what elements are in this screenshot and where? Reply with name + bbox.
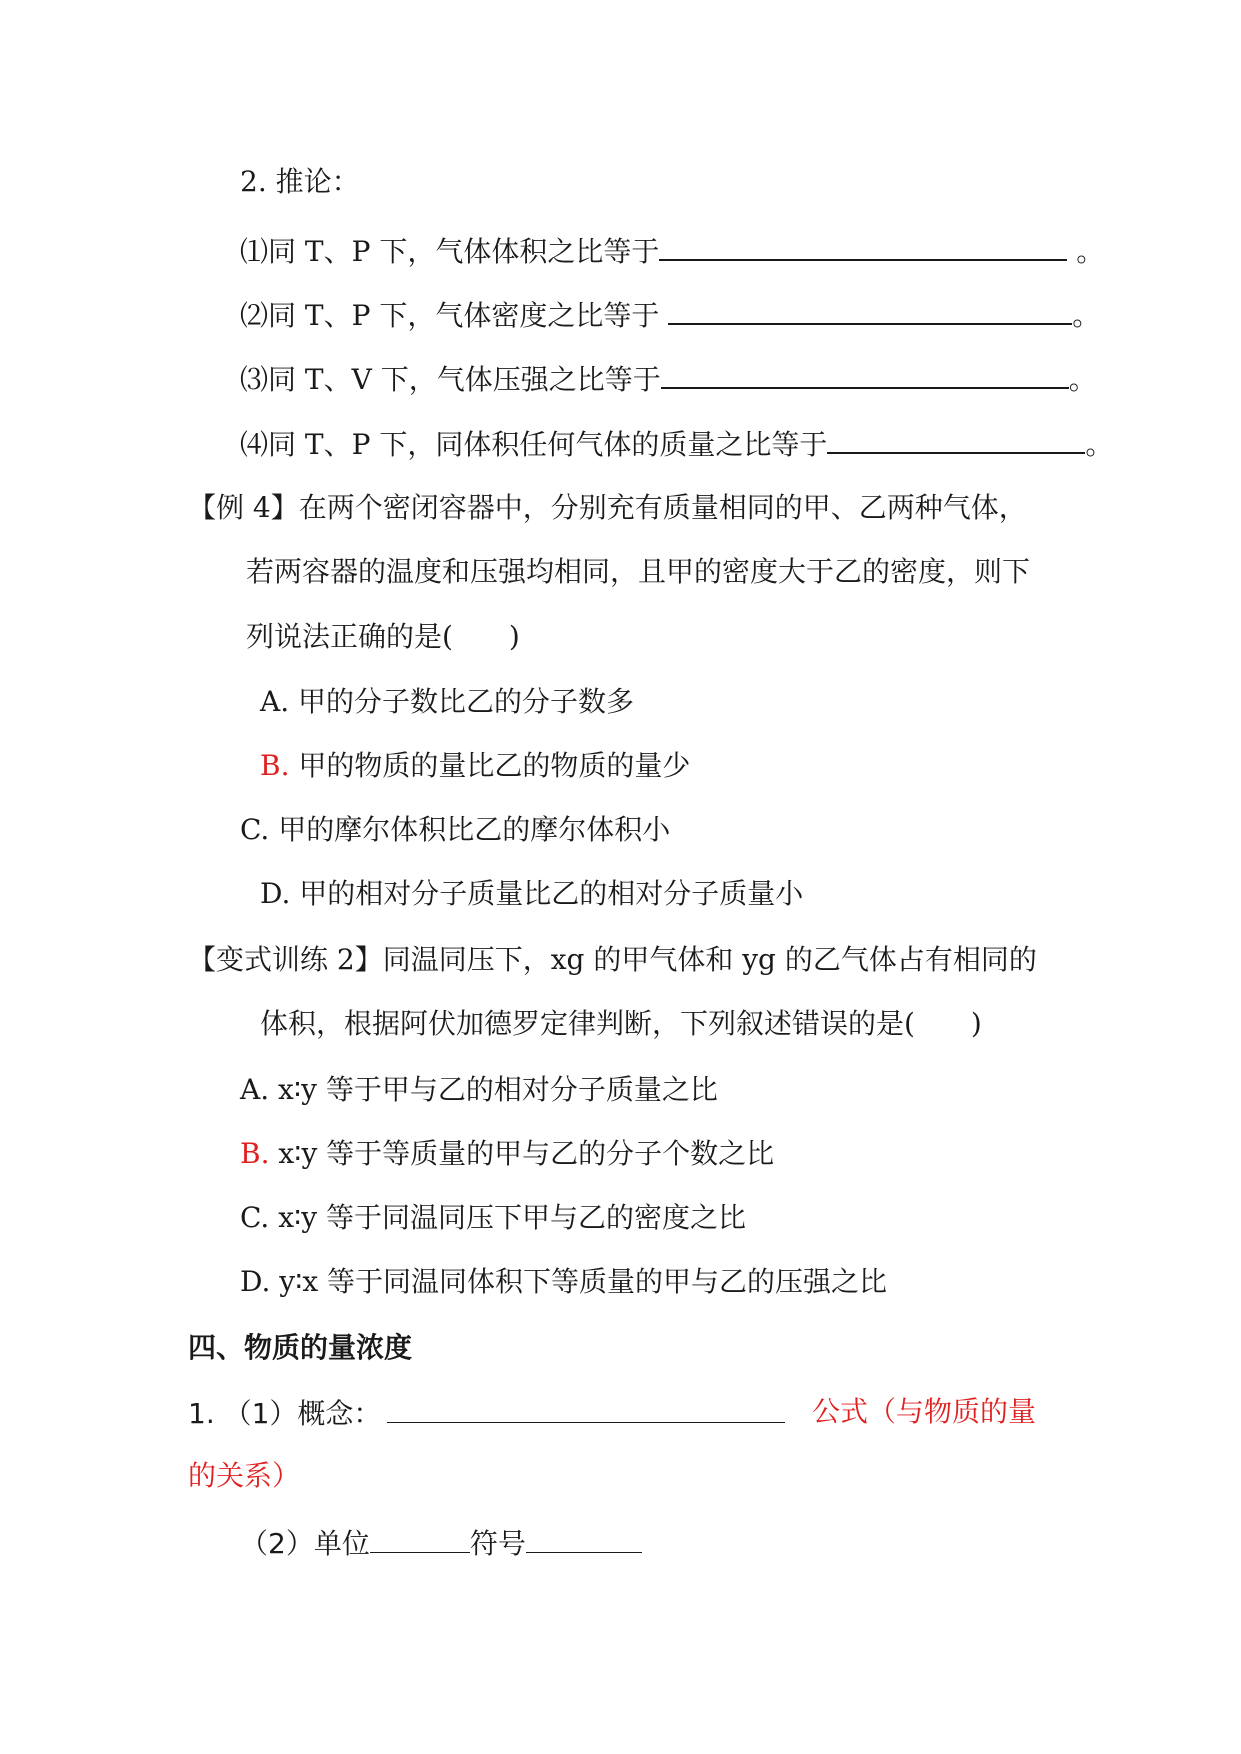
tuilun-item-3-label: ⑶同 T、V 下，气体压强之比等于 — [240, 363, 661, 396]
example4-line-3: 列说法正确的是( ) — [246, 620, 520, 653]
example4-option-b-letter: B. — [260, 749, 290, 782]
example4-option-d: D. 甲的相对分子质量比乙的相对分子质量小 — [260, 877, 804, 910]
section4-formula-red-1: 公式（与物质的量 — [812, 1395, 1037, 1428]
variant2-option-b — [240, 1134, 774, 1174]
example4-option-b-text: 甲的物质的量比乙的物质的量少 — [289, 749, 691, 782]
tuilun-item-4 — [240, 422, 1113, 465]
example4-line-2: 若两容器的温度和压强均相同，且甲的密度大于乙的密度，则下 — [246, 555, 1031, 588]
symbol-label: 符号 — [469, 1527, 526, 1560]
tuilun-item-1-tail: 。 — [1067, 235, 1105, 268]
section4-unit-line — [240, 1522, 642, 1564]
tuilun-item-4-blank[interactable] — [827, 422, 1085, 454]
tuilun-item-3-blank[interactable] — [661, 357, 1069, 389]
tuilun-item-3 — [240, 357, 1097, 400]
variant2-option-a: A. x∶y 等于甲与乙的相对分子质量之比 — [240, 1073, 718, 1106]
tuilun-item-2-label: ⑵同 T、P 下，气体密度之比等于 — [240, 299, 669, 332]
tuilun-item-3-tail: 。 — [1068, 363, 1097, 396]
unit-label: （2）单位 — [240, 1527, 370, 1560]
example4-option-c: C. 甲的摩尔体积比乙的摩尔体积小 — [240, 813, 671, 846]
tuilun-item-4-label: ⑷同 T、P 下，同体积任何气体的质量之比等于 — [240, 428, 828, 461]
section4-concept-line — [188, 1392, 785, 1434]
tuilun-item-4-tail: 。 — [1085, 428, 1114, 461]
tuilun-item-2-tail: 。 — [1072, 299, 1101, 332]
example4-line-1: 【例 4】在两个密闭容器中，分别充有质量相同的甲、乙两种气体， — [188, 491, 1027, 524]
variant2-option-c: C. x∶y 等于同温同压下甲与乙的密度之比 — [240, 1201, 747, 1234]
concept-blank[interactable] — [387, 1392, 785, 1423]
section4-formula-red-2: 的关系） — [188, 1459, 301, 1492]
variant2-line-2: 体积，根据阿伏加德罗定律判断，下列叙述错误的是( ) — [260, 1007, 982, 1040]
tuilun-item-2 — [240, 293, 1100, 336]
example4-option-a: A. 甲的分子数比乙的分子数多 — [260, 685, 635, 718]
variant2-option-b-text: x∶y 等于等质量的甲与乙的分子个数之比 — [269, 1137, 775, 1170]
variant2-line-1: 【变式训练 2】同温同压下，xg 的甲气体和 yg 的乙气体占有相同的 — [188, 943, 1037, 976]
example4-option-b — [260, 746, 690, 786]
tuilun-item-2-blank[interactable] — [668, 293, 1072, 325]
section4-concept-prefix: 1. （1）概念： — [188, 1397, 382, 1430]
section4-heading: 四、物质的量浓度 — [188, 1331, 413, 1364]
variant2-option-d: D. y∶x 等于同温同体积下等质量的甲与乙的压强之比 — [240, 1265, 888, 1298]
tuilun-item-1-blank[interactable] — [659, 229, 1067, 261]
tuilun-item-1-label: ⑴同 T、P 下，气体体积之比等于 — [240, 235, 660, 268]
tuilun-heading: 2. 推论： — [240, 165, 360, 198]
tuilun-item-1 — [240, 229, 1104, 272]
symbol-blank[interactable] — [526, 1522, 642, 1553]
variant2-option-b-letter: B. — [240, 1137, 270, 1170]
unit-blank[interactable] — [370, 1522, 470, 1553]
